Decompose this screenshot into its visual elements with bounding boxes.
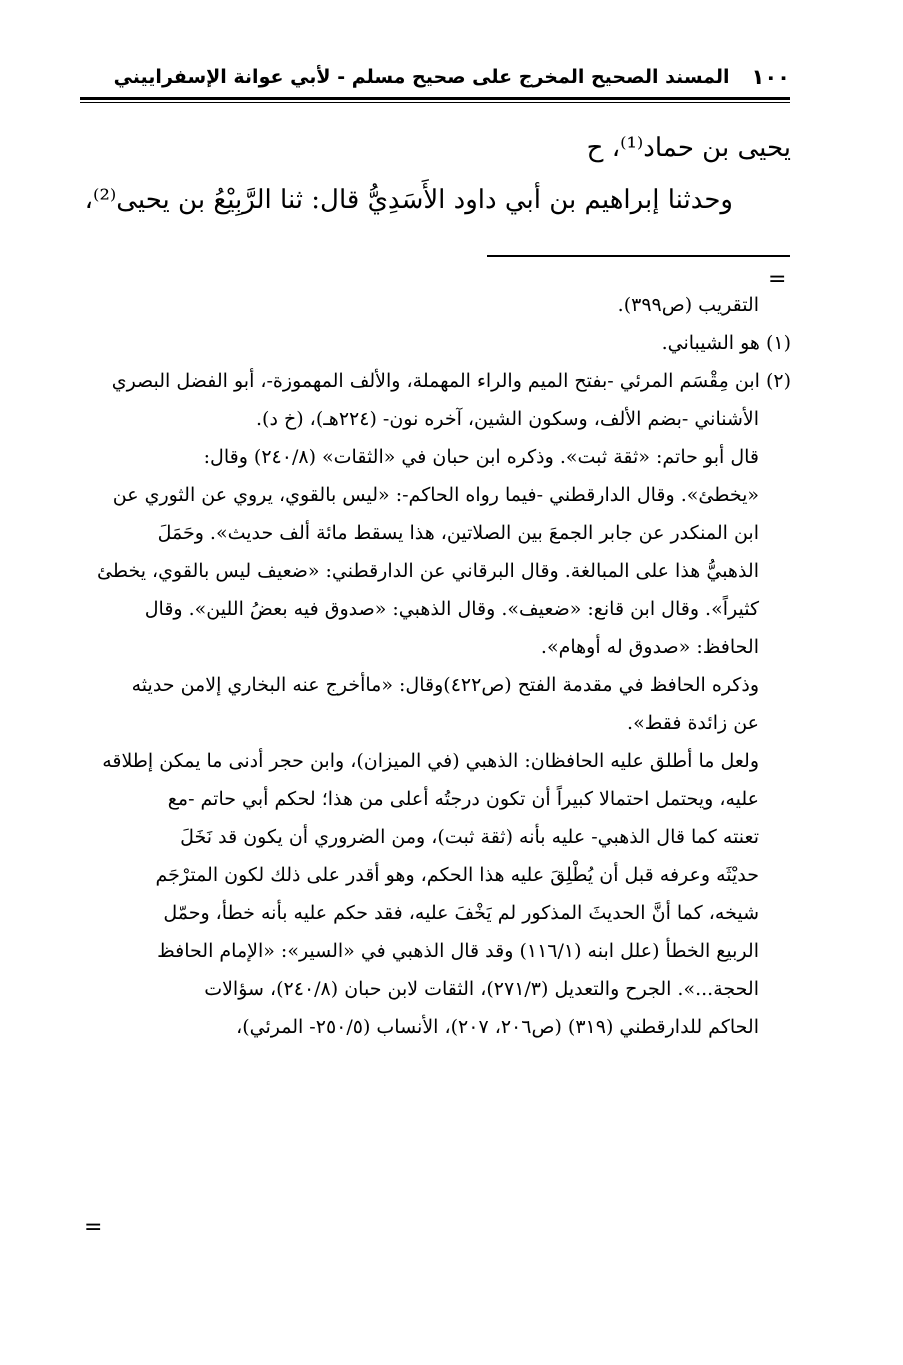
footnote-2-line: (٢) ابن مِقْسَم المرئي -بفتح الميم والراء المهملة، والألف المهموزة-، أبو الفضل البصري <box>111 370 791 392</box>
running-header <box>80 60 790 94</box>
footnote-2-line: شيخه، كما أنَّ الحديثَ المذكور لم يَخْفَ عليه، فقد حكم عليه بأنه خطأ، وحمّل <box>163 902 759 924</box>
footnote-2-line: عن زائدة فقط». <box>627 712 759 734</box>
header-title: المسند الصحيح المخرج على صحيح مسلم - لأبي عوانة الإسفراييني <box>113 66 730 88</box>
footnote-2-line: قال أبو حاتم: «ثقة ثبت». وذكره ابن حبان في «الثقات» (٢٤٠/٨) وقال: <box>203 446 759 468</box>
footnote-2-line: عليه، ويحتمل احتمالا كبيراً أن تكون درجتُه أعلى من هذا؛ لحكم أبي حاتم -مع <box>167 788 759 810</box>
footnote-2-line: ابن المنكدر عن جابر الجمعَ بين الصلاتين، هذا يسقط مائة ألف حديث». وحَمَلَ <box>157 522 759 544</box>
header-rule-thin <box>80 102 790 103</box>
footnote-2-line: الحاكم للدارقطني (٣١٩) (ص٢٠٦، ٢٠٧)، الأنساب (٢٥٠/٥- المرئي)، <box>236 1016 759 1038</box>
footnotes <box>79 286 791 1046</box>
footnote-2-line: وذكره الحافظ في مقدمة الفتح (ص٤٢٢)وقال: «ماأخرج عنه البخاري إلامن حديثه <box>131 674 759 696</box>
footnote-2-line: «يخطئ». وقال الدارقطني -فيما رواه الحاكم-: «ليس بالقوي، يروي عن الثوري عن <box>112 484 759 506</box>
footnote-2-line: الحافظ: «صدوق له أوهام». <box>540 636 759 658</box>
footnote-2-line: الحجة...». الجرح والتعديل (٢٧١/٣)، الثقات لابن حبان (٢٤٠/٨)، سؤالات <box>204 978 759 1000</box>
footnote-2-line: ولعل ما أطلق عليه الحافظان: الذهبي (في الميزان)، وابن حجر أدنى ما يمكن إطلاقه <box>102 750 759 772</box>
footnote-2-line: الذهبيُّ هذا على المبالغة. وقال البرقاني عن الدارقطني: «ضعيف ليس بالقوي، يخطئ <box>97 560 759 582</box>
footnote-2-line: الربيع الخطأ (علل ابنه (١١٦/١) وقد قال الذهبي في «السير»: «الإمام الحافظ <box>157 940 759 962</box>
footnote-2 <box>79 362 791 1046</box>
main-text-line-1: يحيى بن حماد⁽¹⁾، ح <box>586 133 791 163</box>
continuation-mark-top: = <box>768 267 787 292</box>
footnote-2-line: كثيراً». وقال ابن قانع: «ضعيف». وقال الذهبي: «صدوق فيه بعضُ اللين». وقال <box>144 598 759 620</box>
footnote-carryover: التقريب (ص٣٩٩). <box>617 294 759 316</box>
footnote-2-line: حديْثَه وعرفه قبل أن يُطْلِقَ عليه هذا الحكم، وهو أقدر على ذلك لكون المترْجَم <box>155 864 759 886</box>
header-rule-thick <box>80 97 790 100</box>
footnote-2-line: الأشناني -بضم الألف، وسكون الشين، آخره نون- (٢٢٤هـ)، (خ د). <box>256 408 759 430</box>
footnote-2-line: تعنته كما قال الذهبي- عليه بأنه (ثقة ثبت)، ومن الضروري أن يكون قد نَخَلَ <box>180 826 759 848</box>
continuation-mark-bottom: = <box>84 1215 103 1240</box>
footnote-1: (١) هو الشيباني. <box>661 332 791 354</box>
footnote-separator <box>487 255 790 257</box>
main-text-line-2: وحدثنا إبراهيم بن أبي داود الأَسَدِيُّ قال: ثنا الرَّبِيْعُ بن يحيى⁽²⁾، <box>84 185 733 215</box>
page-number: ١٠٠ <box>751 65 790 89</box>
